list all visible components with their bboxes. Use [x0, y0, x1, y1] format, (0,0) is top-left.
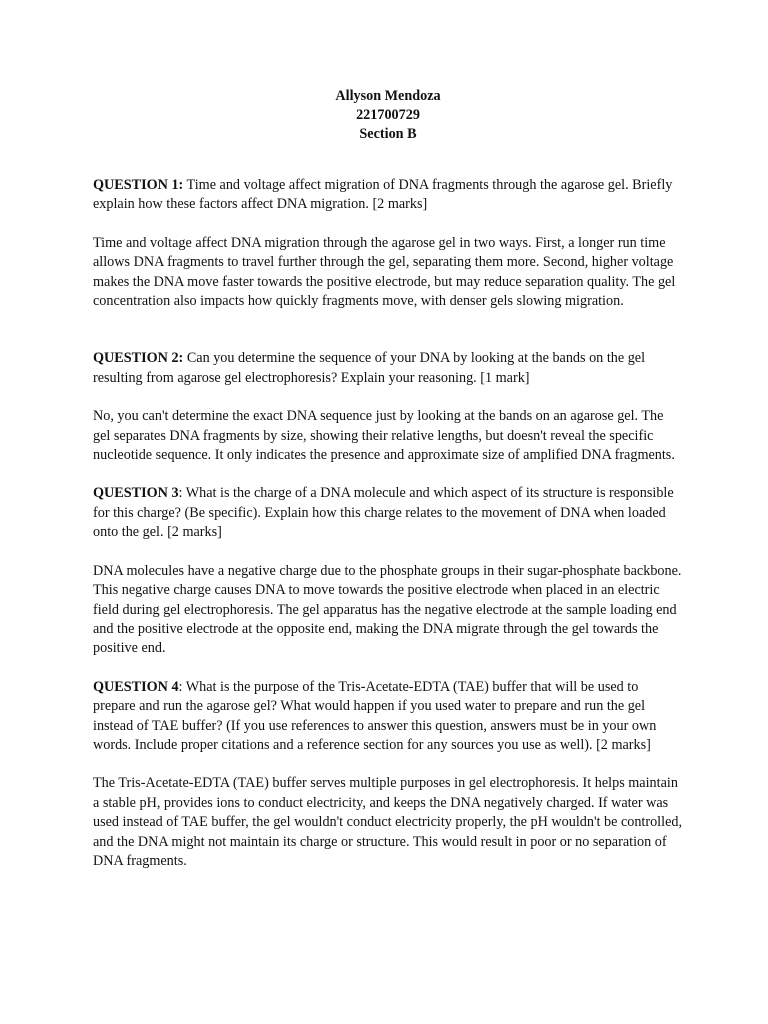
question-1-text: Time and voltage affect migration of DNA fragments through the agarose gel. Briefly explain how these factors affect DNA migration. [2 marks]	[93, 177, 673, 213]
header-block	[93, 87, 683, 144]
question-2-label: QUESTION 2:	[93, 350, 184, 367]
answer-4: The Tris-Acetate-EDTA (TAE) buffer serves multiple purposes in gel electrophoresis. It helps maintain a stable pH, provides ions to conduct electricity, and keeps the DNA negatively charged. If water was used instead of TAE buffer, the gel wouldn't conduct electricity properly, the pH wouldn't be controlled, and the DNA might not maintain its charge or structure. This would result in poor or no separation of DNA fragments.	[93, 775, 683, 869]
question-4-prompt	[93, 678, 683, 756]
question-1-label: QUESTION 1:	[93, 177, 184, 193]
answer-3: DNA molecules have a negative charge due to the phosphate groups in their sugar-phosphate backbone. This negative charge causes DNA to move towards the positive electrode when placed in an electric field during gel electrophoresis. The gel apparatus has the negative electrode at the sample loading end and the positive electrode at the opposite end, making the DNA migrate through the gel towards the positive end.	[93, 562, 682, 657]
answer-2: No, you can't determine the exact DNA sequence just by looking at the bands on an agarose gel. The gel separates DNA fragments by size, showing their relative lengths, but doesn't reveal the specific nucleotide sequence. It only indicates the presence and approximate size of amplified DNA fragments.	[93, 408, 675, 464]
question-1-prompt	[93, 176, 683, 215]
question-3-text: : What is the charge of a DNA molecule and which aspect of its structure is responsible for this charge? (Be specific). Explain how this charge relates to the movement of DNA when loaded onto the gel. [2 marks]	[93, 485, 674, 541]
document-page	[93, 87, 683, 871]
section-label: Section B	[359, 126, 417, 142]
question-3-prompt	[93, 484, 683, 542]
answer-1: Time and voltage affect DNA migration through the agarose gel in two ways. First, a longer run time allows DNA fragments to travel further through the gel, separating them more. Second, higher voltage makes the DNA move faster towards the positive electrode, but may reduce separation quality. The gel concentration also impacts how quickly fragments move, with denser gels slowing migration.	[93, 234, 676, 310]
student-id: 221700729	[356, 107, 420, 123]
student-name: Allyson Mendoza	[335, 88, 441, 104]
question-3-label: QUESTION 3	[93, 485, 179, 502]
question-4-label: QUESTION 4	[93, 678, 179, 695]
question-4-text: : What is the purpose of the Tris-Acetate-EDTA (TAE) buffer that will be used to prepare and run the agarose gel? What would happen if you used water to prepare and run the gel instead of TAE buffer? (If you use references to answer this question, answers must be in your own words. Include proper citations and a reference section for any sources you use as well). [2 marks]	[93, 678, 657, 753]
question-2-text: Can you determine the sequence of your DNA by looking at the bands on the gel resulting from agarose gel electrophoresis? Explain your reasoning. [1 mark]	[93, 350, 646, 386]
question-2-prompt	[93, 349, 683, 388]
